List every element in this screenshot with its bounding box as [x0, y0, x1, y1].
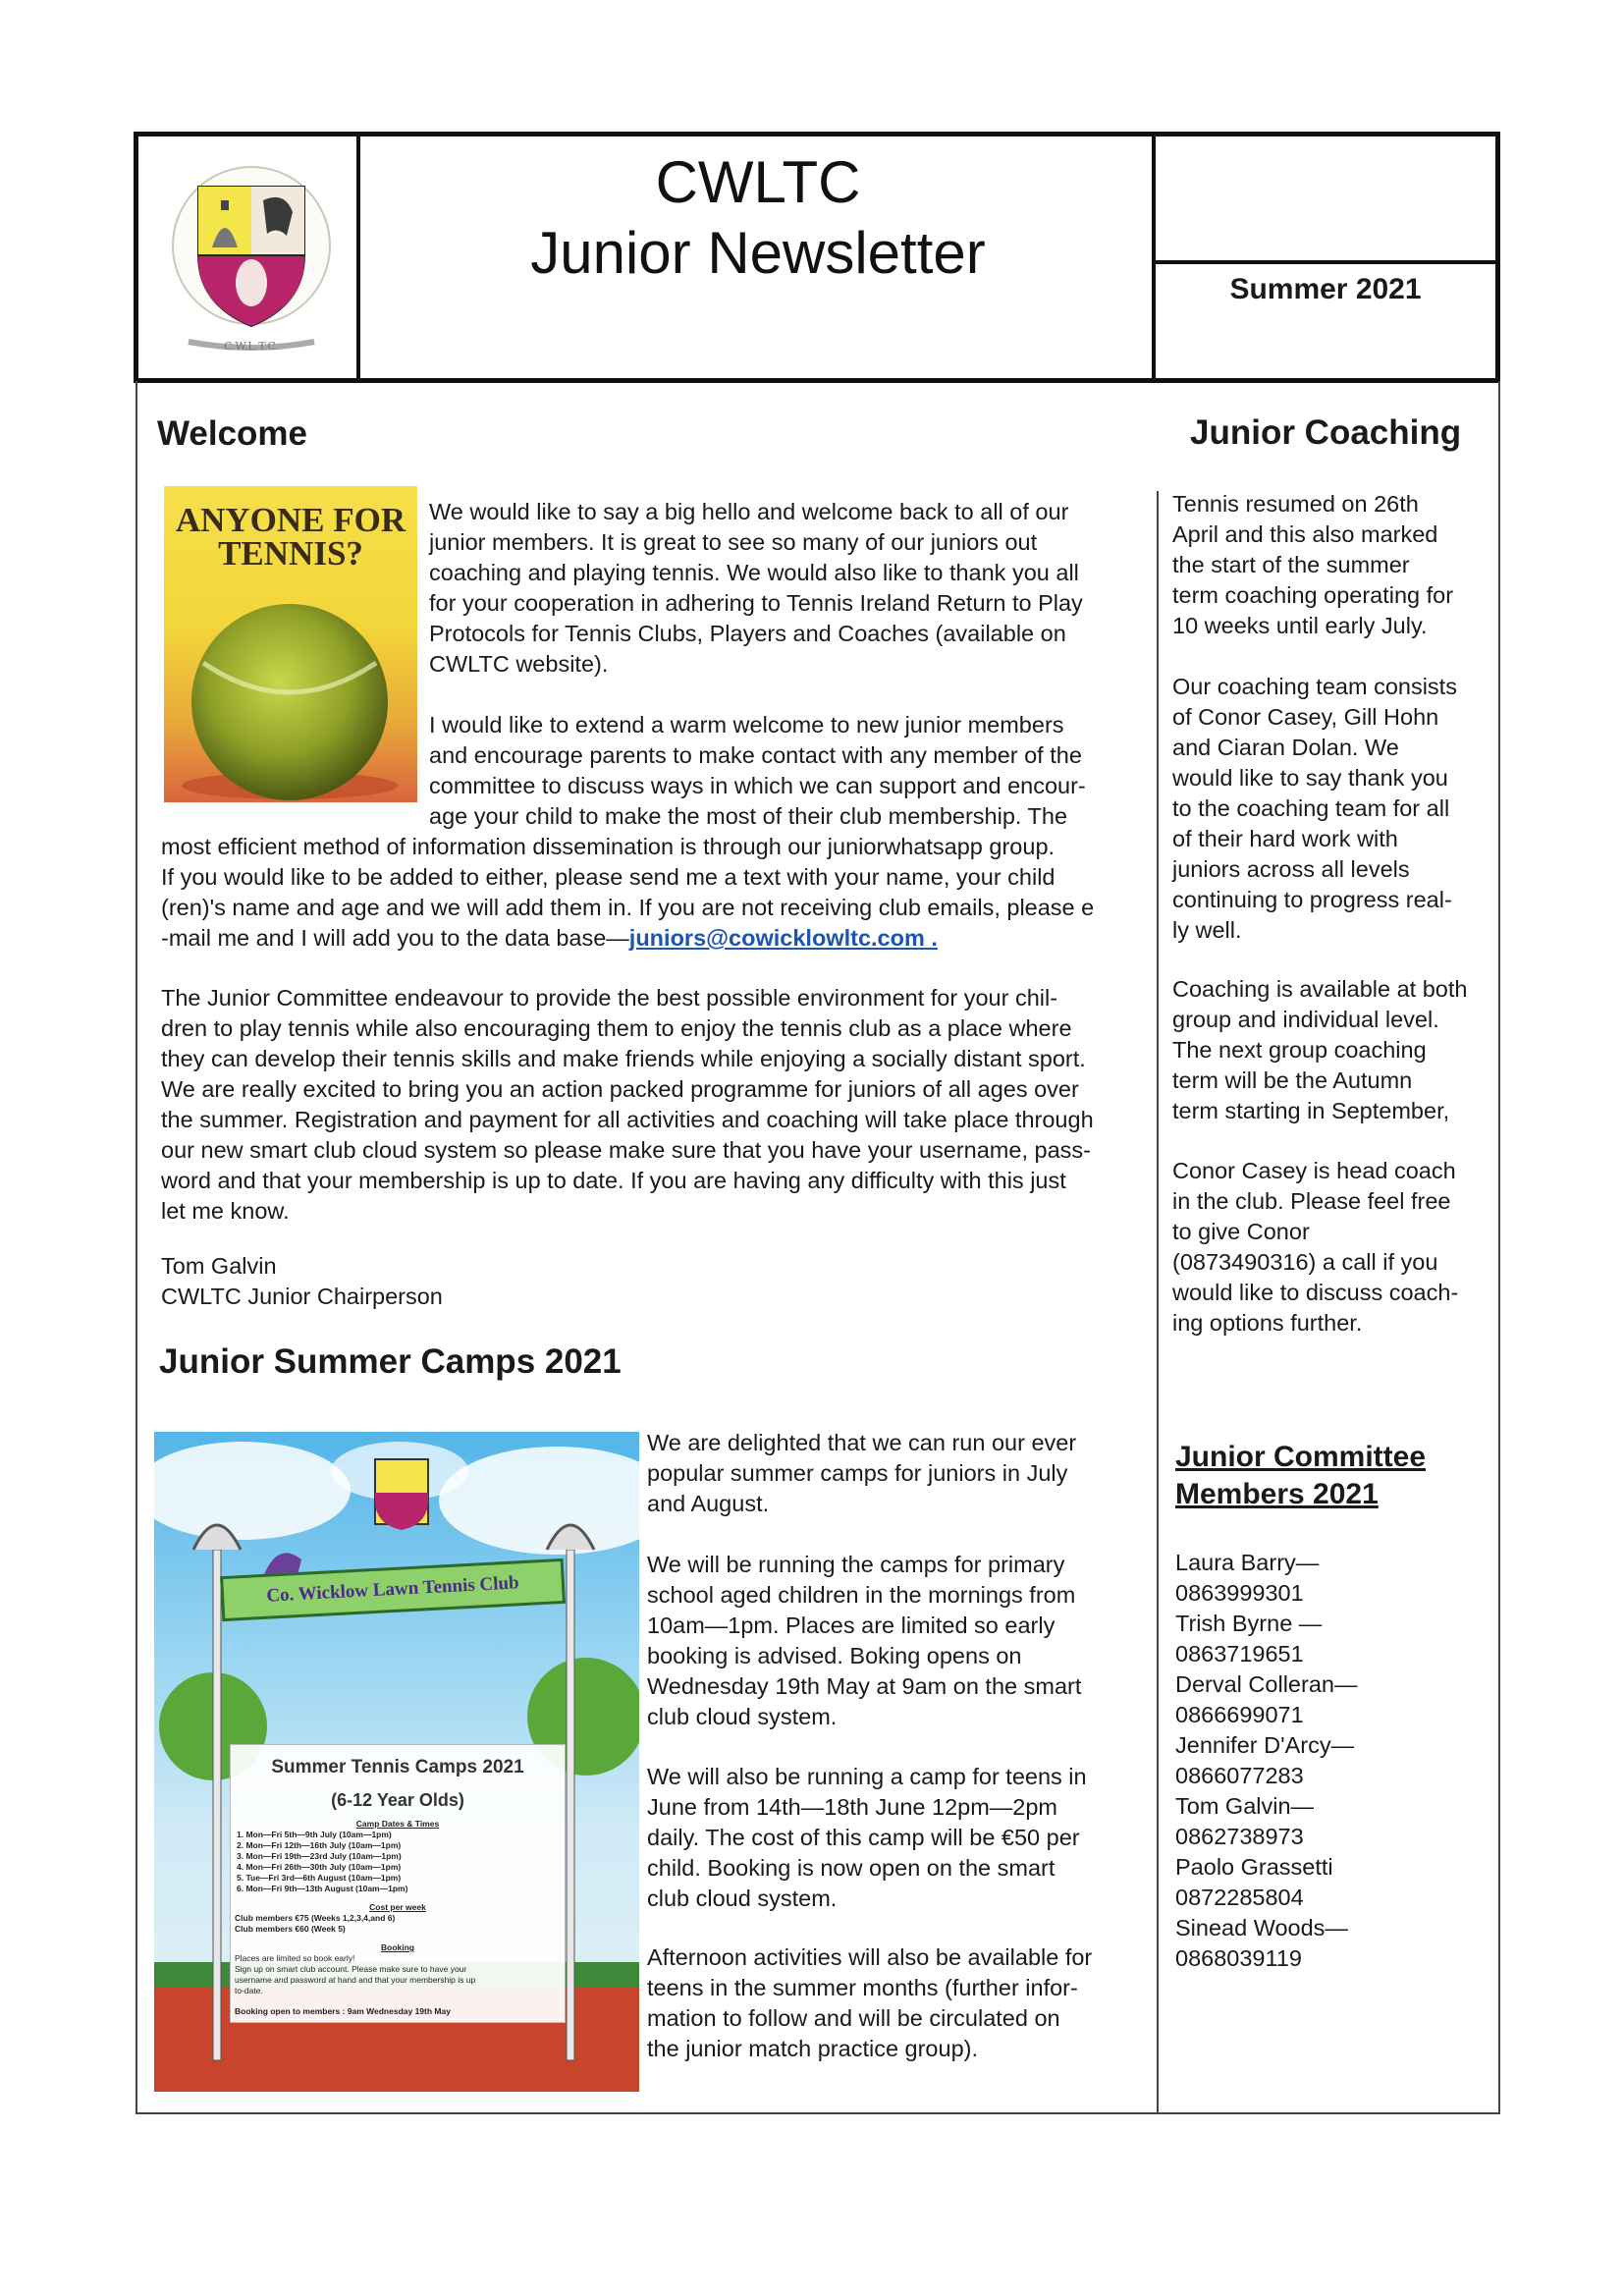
list-item: 0868039119 — [1175, 1945, 1302, 1971]
coaching-paragraph-4 — [1172, 1156, 1487, 1339]
column-divider — [1157, 491, 1159, 2114]
text-line: school aged children in the mornings from — [647, 1582, 1076, 1608]
text-line: Conor Casey is head coach — [1172, 1158, 1456, 1183]
poster-cost-heading: Cost per week — [369, 1902, 426, 1912]
text-line: committee to discuss ways in which we can support and encour- — [429, 773, 1086, 798]
text-line: Afternoon activities will also be available for — [647, 1944, 1093, 1970]
text-line: I would like to extend a warm welcome to new junior members — [429, 712, 1064, 738]
coaching-paragraph-3 — [1172, 974, 1487, 1126]
list-item: Tom Galvin— — [1175, 1793, 1315, 1819]
text-line: dren to play tennis while also encouraging them to enjoy the tennis club as a place where — [161, 1015, 1072, 1041]
text-line: We will be running the camps for primary — [647, 1552, 1065, 1577]
welcome-paragraph-1 — [429, 497, 1136, 680]
text-line: group and individual level. — [1172, 1007, 1439, 1032]
text-line: juniors across all levels — [1172, 856, 1410, 882]
list-item: Jennifer D'Arcy— — [1175, 1732, 1355, 1758]
text-line: Tennis resumed on 26th — [1172, 491, 1419, 517]
poster-dates-heading: Camp Dates & Times — [355, 1819, 440, 1829]
newsletter-title — [360, 147, 1156, 289]
text-line: (ren)'s name and age and we will add them in. If you are not receiving club emails, please e — [161, 895, 1095, 920]
committee-heading-line-1: Junior Committee — [1175, 1441, 1427, 1473]
list-item: 0872285804 — [1175, 1885, 1304, 1910]
email-prefix: -mail me and I will add you to the data base— — [161, 925, 629, 951]
text-line: most efficient method of information dissemination is through our juniorwhatsapp group. — [161, 834, 1056, 859]
signature-name: Tom Galvin — [161, 1253, 277, 1279]
text-line: mation to follow and will be circulated on — [647, 2005, 1060, 2031]
text-line: term starting in September, — [1172, 1098, 1450, 1123]
text-line: continuing to progress real- — [1172, 887, 1452, 912]
text-line: age your child to make the most of their club membership. The — [429, 803, 1068, 829]
text-line: teens in the summer months (further infor- — [647, 1975, 1078, 2000]
text-line: April and this also marked — [1172, 521, 1438, 547]
text-line: term will be the Autumn — [1172, 1067, 1413, 1093]
summer-camps-poster — [154, 1432, 639, 2092]
text-line: We would like to say a big hello and welcome back to all of our — [429, 499, 1069, 524]
text-line: club cloud system. — [647, 1886, 838, 1911]
text-line: ly well. — [1172, 917, 1242, 943]
poster-subtitle: (6-12 Year Olds) — [331, 1790, 464, 1810]
poster-booking-line: to-date. — [235, 1986, 263, 1995]
text-line: of their hard work with — [1172, 826, 1398, 851]
text-line: daily. The cost of this camp will be €50 per — [647, 1825, 1080, 1850]
coaching-paragraph-2 — [1172, 672, 1487, 946]
list-item: Derval Colleran— — [1175, 1671, 1358, 1697]
image-caption-line-2: TENNIS? — [218, 534, 363, 573]
text-line: the summer. Registration and payment for all activities and coaching will take place through — [161, 1107, 1094, 1132]
poster-title: Summer Tennis Camps 2021 — [271, 1757, 524, 1777]
text-line: of Conor Casey, Gill Hohn — [1172, 704, 1439, 730]
text-line: let me know. — [161, 1198, 290, 1224]
poster-booking-line: Places are limited so book early! — [235, 1953, 355, 1963]
text-line: booking is advised. Boking opens on — [647, 1643, 1022, 1668]
text-line: word and that your membership is up to date. If you are having any difficulty with this just — [161, 1168, 1066, 1193]
text-line: ing options further. — [1172, 1310, 1363, 1336]
list-item: Trish Byrne — — [1175, 1611, 1323, 1636]
poster-date-line: 5. Tue—Fri 3rd—6th August (10am—1pm) — [237, 1873, 402, 1883]
text-line: We are really excited to bring you an action packed programme for juniors of all ages over — [161, 1076, 1079, 1102]
title-line-2: Junior Newsletter — [530, 220, 986, 286]
list-item: 0866077283 — [1175, 1763, 1304, 1788]
junior-coaching-heading: Junior Coaching — [1190, 413, 1462, 452]
poster-date-line: 6. Mon—Fri 9th—13th August (10am—1pm) — [237, 1884, 408, 1893]
season-divider — [1156, 260, 1495, 264]
text-line: We will also be running a camp for teens in — [647, 1764, 1087, 1789]
text-line: for your cooperation in adhering to Tennis Ireland Return to Play — [429, 590, 1083, 616]
list-item: 0866699071 — [1175, 1702, 1304, 1727]
text-line: junior members. It is great to see so many of our juniors out — [429, 529, 1038, 555]
text-line: they can develop their tennis skills and make friends while enjoying a socially distant sport. — [161, 1046, 1086, 1071]
text-line: 10am—1pm. Places are limited so early — [647, 1613, 1056, 1638]
text-line: We are delighted that we can run our ever — [647, 1430, 1077, 1455]
welcome-heading: Welcome — [157, 414, 308, 453]
text-line: would like to say thank you — [1172, 765, 1448, 791]
juniors-email-link[interactable]: juniors@cowicklowltc.com . — [628, 925, 938, 951]
list-item: Paolo Grassetti — [1175, 1854, 1333, 1880]
camps-paragraph-3 — [647, 1762, 1148, 1914]
poster-booking-open: Booking open to members : 9am Wednesday 19th May — [235, 2006, 451, 2016]
text-line: Protocols for Tennis Clubs, Players and Coaches (available on — [429, 621, 1066, 646]
coaching-paragraph-1 — [1172, 489, 1487, 641]
text-line: coaching and playing tennis. We would also like to thank you all — [429, 560, 1079, 585]
poster-booking-line: Sign up on smart club account. Please make sure to have your — [235, 1964, 467, 1974]
season-label: Summer 2021 — [1229, 273, 1422, 305]
list-item: 0863999301 — [1175, 1580, 1304, 1606]
logo-motto-text: C.W.L.T.C. — [224, 340, 279, 353]
text-line: Our coaching team consists — [1172, 674, 1457, 699]
poster-date-line: 4. Mon—Fri 26th—30th July (10am—1pm) — [237, 1862, 402, 1872]
welcome-paragraph-2-wide — [161, 832, 1143, 954]
signature-role: CWLTC Junior Chairperson — [161, 1284, 443, 1309]
text-line: to give Conor — [1172, 1219, 1310, 1244]
text-line: CWLTC website). — [429, 651, 609, 677]
text-line: our new smart club cloud system so please make sure that you have your username, pass- — [161, 1137, 1091, 1163]
poster-date-line: 1. Mon—Fri 5th—9th July (10am—1pm) — [237, 1830, 392, 1839]
text-line: June from 14th—18th June 12pm—2pm — [647, 1794, 1058, 1820]
tennis-ball-icon — [164, 486, 417, 802]
poster-cost-line: Club members €75 (Weeks 1,2,3,4,and 6) — [235, 1913, 396, 1923]
text-line: and August. — [647, 1491, 770, 1516]
text-line: the start of the summer — [1172, 552, 1410, 577]
committee-heading-line-2: Members 2021 — [1175, 1478, 1379, 1510]
text-line: club cloud system. — [647, 1704, 838, 1729]
text-line: If you would like to be added to either, please send me a text with your name, your child — [161, 864, 1056, 890]
text-line: The Junior Committee endeavour to provide the best possible environment for your chil- — [161, 985, 1058, 1011]
text-line: term coaching operating for — [1172, 582, 1454, 608]
poster-booking-heading: Booking — [381, 1942, 414, 1952]
welcome-paragraph-2-narrow — [429, 710, 1136, 832]
text-line: in the club. Please feel free — [1172, 1188, 1451, 1214]
committee-heading — [1175, 1439, 1426, 1513]
anyone-for-tennis-image — [164, 486, 417, 802]
camps-paragraph-2 — [647, 1550, 1148, 1732]
text-line: The next group coaching — [1172, 1037, 1427, 1063]
signature — [161, 1251, 443, 1312]
camps-paragraph-4 — [647, 1942, 1148, 2064]
poster-notice — [230, 1744, 566, 2023]
text-line: to the coaching team for all — [1172, 795, 1450, 821]
club-crest-logo — [169, 157, 334, 363]
poster-date-line: 2. Mon—Fri 12th—16th July (10am—1pm) — [237, 1840, 402, 1850]
title-line-1: CWLTC — [655, 149, 861, 215]
text-line: 10 weeks until early July. — [1172, 613, 1428, 638]
text-line: (0873490316) a call if you — [1172, 1249, 1438, 1275]
text-line: and encourage parents to make contact with any member of the — [429, 742, 1082, 768]
committee-members-list — [1175, 1548, 1489, 1974]
text-line — [161, 923, 1143, 954]
poster-booking-line: username and password at hand and that your membership is up — [235, 1975, 476, 1985]
camps-heading: Junior Summer Camps 2021 — [159, 1342, 622, 1381]
text-line: and Ciaran Dolan. We — [1172, 735, 1399, 760]
text-line: popular summer camps for juniors in July — [647, 1460, 1068, 1486]
welcome-paragraph-3 — [161, 983, 1143, 1227]
text-line: child. Booking is now open on the smart — [647, 1855, 1056, 1881]
list-item: Sinead Woods— — [1175, 1915, 1348, 1941]
text-line: Coaching is available at both — [1172, 976, 1468, 1002]
text-line: the junior match practice group). — [647, 2036, 978, 2061]
poster-cost-line: Club members €60 (Week 5) — [235, 1924, 346, 1934]
image-caption-line-1: ANYONE FOR — [175, 501, 406, 539]
list-item: Laura Barry— — [1175, 1550, 1320, 1575]
poster-banner-text: Co. Wicklow Lawn Tennis Club — [265, 1572, 520, 1607]
text-line: would like to discuss coach- — [1172, 1280, 1459, 1305]
camps-paragraph-1 — [647, 1428, 1148, 1519]
list-item: 0863719651 — [1175, 1641, 1304, 1667]
poster-date-line: 3. Mon—Fri 19th—23rd July (10am—1pm) — [237, 1851, 402, 1861]
text-line: Wednesday 19th May at 9am on the smart — [647, 1673, 1082, 1699]
list-item: 0862738973 — [1175, 1824, 1304, 1849]
